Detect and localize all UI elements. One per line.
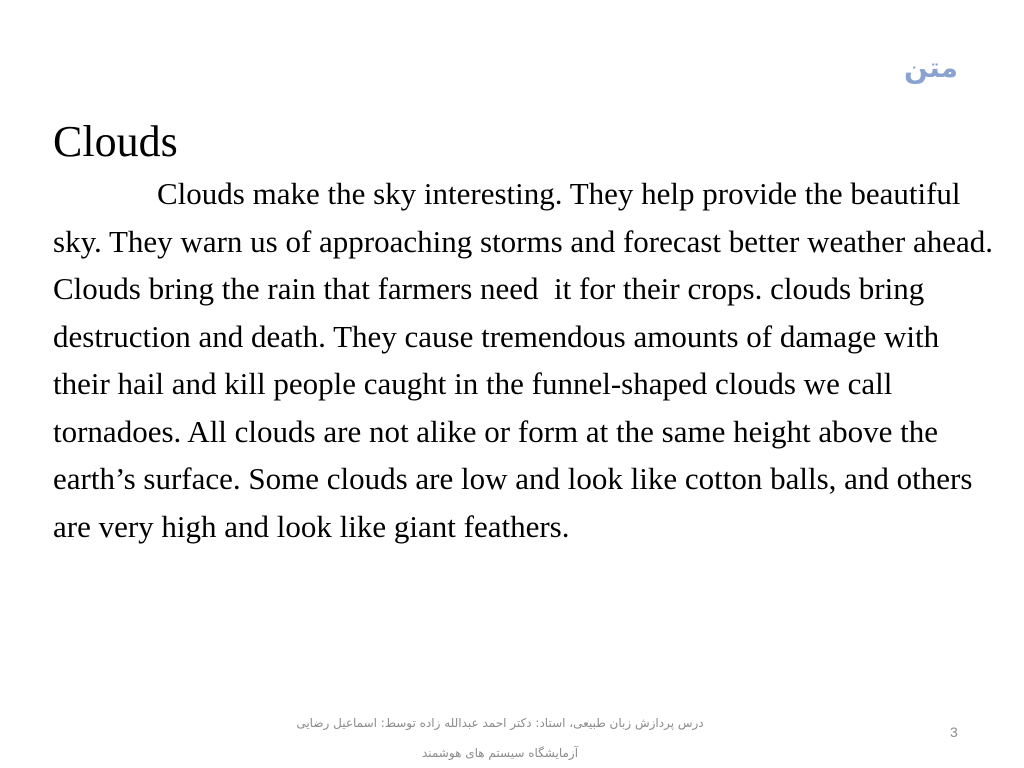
footer-lab-name: آزمایشگاه سیستم های هوشمند	[421, 746, 579, 760]
text-heading: Clouds	[53, 117, 178, 166]
page-number: 3	[950, 724, 958, 740]
footer-course-info: درس پردازش زبان طبیعی، استاد: دکتر احمد عبدالله زاده توسط: اسماعیل رضایی	[296, 716, 704, 730]
body-paragraph: Clouds make the sky interesting. They help provide the beautiful sky. They warn us of approaching storms and forecast better weather ahead. Clouds bring the rain that farmers need it for their crops. clouds bring destruction and death. They cause tremendous amounts of damage with their hail and kill people caught in the funnel-shaped clouds we call tornadoes. All clouds are not alike or form at the same height above the earth’s surface. Some clouds are low and look like cotton balls, and others are very high and look like giant feathers.	[53, 176, 1001, 544]
slide-title: متن	[904, 51, 958, 84]
slide-footer	[250, 708, 750, 768]
slide-content	[53, 116, 1001, 550]
